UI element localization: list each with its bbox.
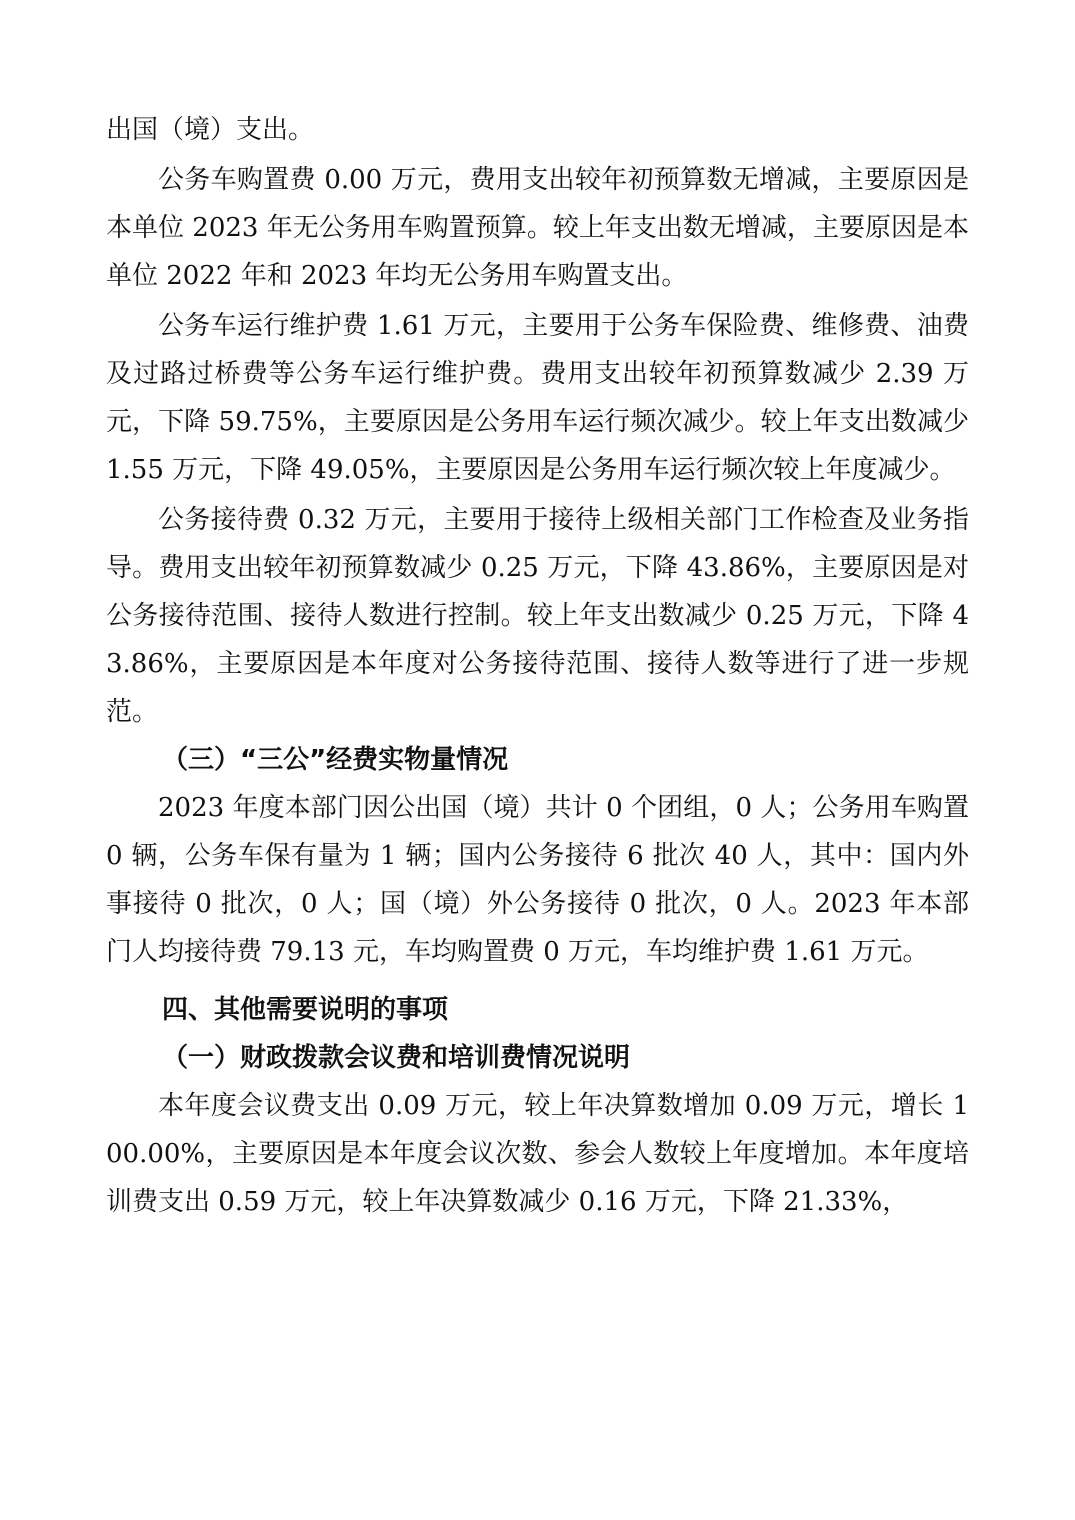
paragraph-vehicle-maintenance: 公务车运行维护费 1.61 万元，主要用于公务车保险费、维修费、油费及过路过桥费等公务车运行维护费。费用支出较年初预算数减少 2.39 万元，下降 59.75%，主要原因是公务用车运行频次减少。较上年支出数减少 1.55 万元，下降 49.05%，主要原因是公务用车运行频次较上年度减少。 <box>106 311 969 485</box>
heading-three-public-physical: （三）“三公”经费实物量情况 <box>162 745 509 775</box>
paragraph-outbound-travel-tail: 出国（境）支出。 <box>106 115 315 145</box>
heading-meeting-training-fees: （一）财政拨款会议费和培训费情况说明 <box>162 1043 631 1073</box>
heading-other-matters: 四、其他需要说明的事项 <box>162 995 449 1025</box>
paragraph-physical-quantity: 2023 年度本部门因公出国（境）共计 0 个团组，0 人；公务用车购置 0 辆，公务车保有量为 1 辆；国内公务接待 6 批次 40 人，其中：国内外事接待 0 批次，0 人；国（境）外公务接待 0 批次，0 人。2023 年本部门人均接待费 79.13 元，车均购置费 0 万元，车均维护费 1.61 万元。 <box>106 793 969 967</box>
paragraph-meeting-training: 本年度会议费支出 0.09 万元，较上年决算数增加 0.09 万元，增长 100.00%，主要原因是本年度会议次数、参会人数较上年度增加。本年度培训费支出 0.59 万元，较上年决算数减少 0.16 万元，下降 21.33%， <box>106 1091 969 1217</box>
paragraph-official-reception: 公务接待费 0.32 万元，主要用于接待上级相关部门工作检查及业务指导。费用支出较年初预算数减少 0.25 万元，下降 43.86%，主要原因是对公务接待范围、接待人数进行控制。较上年支出数减少 0.25 万元，下降 43.86%，主要原因是本年度对公务接待范围、接待人数等进行了进一步规范。 <box>106 505 969 727</box>
paragraph-vehicle-purchase: 公务车购置费 0.00 万元，费用支出较年初预算数无增减，主要原因是本单位 2023 年无公务用车购置预算。较上年支出数无增减，主要原因是本单位 2022 年和 2023 年均无公务用车购置支出。 <box>106 165 969 291</box>
